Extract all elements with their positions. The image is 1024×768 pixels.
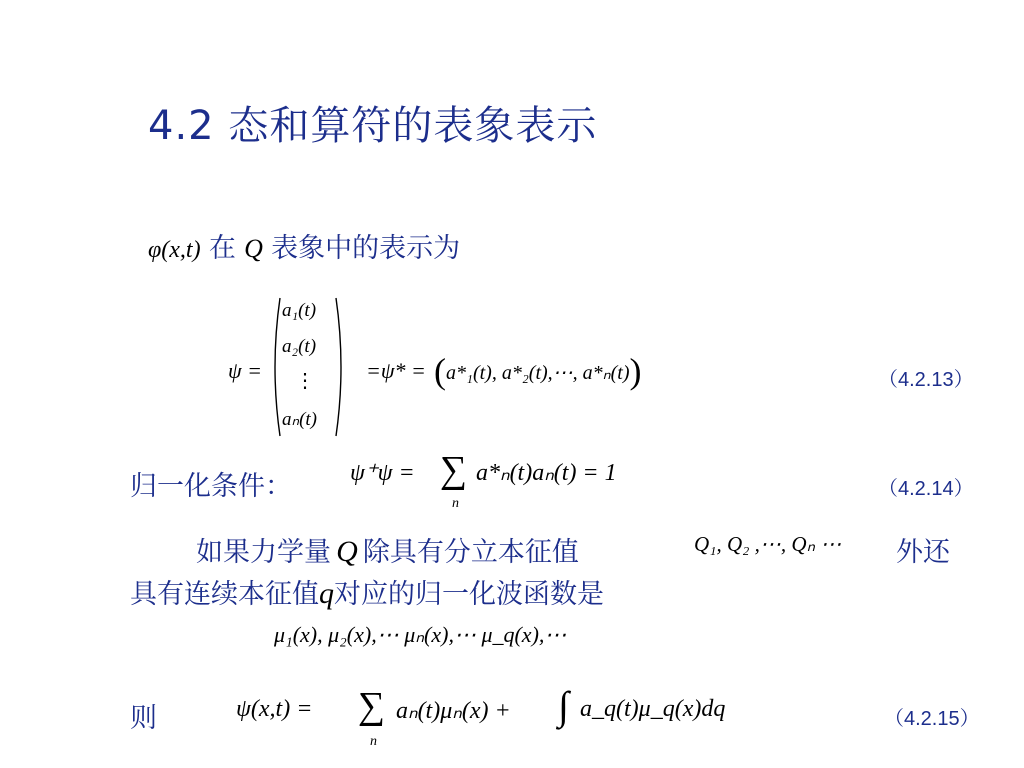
eq15-integral-symbol: ∫ <box>558 683 569 728</box>
eq13-column-vector <box>268 292 348 442</box>
eq14-sum-index: n <box>452 496 459 511</box>
intro-q: Q <box>244 234 263 263</box>
eq15-sum-symbol: ∑ <box>358 685 386 727</box>
eq15-label: 则 <box>130 703 157 734</box>
eq15-sum-index: n <box>370 734 377 749</box>
eigenfunctions: μ₁(x), μ₂(x),⋯ μₙ(x),⋯ μ_q(x),⋯ <box>274 622 567 647</box>
eq13-lhs: ψ = <box>228 358 263 383</box>
eq15-lhs: ψ(x,t) = <box>236 696 313 722</box>
eq13-entry-dots: ⋮ <box>295 370 315 392</box>
eq15-rhs: a_q(t)μ_q(x)dq <box>580 696 726 722</box>
eq13-close-paren: ) <box>629 351 642 391</box>
para-line-1 <box>196 530 579 569</box>
eq13-row-vector <box>434 350 642 392</box>
eq13-open-paren: ( <box>434 351 446 391</box>
para-text-1c: 外还 <box>896 537 950 568</box>
para-eigenvalues: Q₁, Q₂ ,⋯, Qₙ ⋯ <box>694 532 842 556</box>
para-q: q <box>319 577 334 610</box>
eq14-lhs: ψ⁺ψ = <box>350 460 415 486</box>
eq15-mid: aₙ(t)μₙ(x) + <box>396 698 511 724</box>
eq15-number: （4.2.15） <box>884 708 980 730</box>
intro-text-1: 在 <box>208 233 236 264</box>
eq14-sum-symbol: ∑ <box>440 449 468 491</box>
intro-line <box>148 226 460 265</box>
para-text-2a: 具有连续本征值 <box>130 579 319 610</box>
para-Q: Q <box>336 535 358 568</box>
intro-text-2: 表象中的表示为 <box>271 233 461 264</box>
eq14-number: （4.2.14） <box>878 478 974 500</box>
para-text-1b: 除具有分立本征值 <box>362 537 579 568</box>
para-text-2b: 对应的归一化波函数是 <box>334 579 604 610</box>
eq14-rhs: a*ₙ(t)aₙ(t) = 1 <box>476 460 617 486</box>
eq13-entry-2: a₂(t) <box>282 336 317 357</box>
eq13-rhs-prefix: =ψ* = <box>366 358 426 383</box>
eq14-label: 归一化条件： <box>130 471 292 502</box>
page-title: 4.2 态和算符的表象表示 <box>148 103 598 149</box>
para-text-1a: 如果力学量 <box>196 537 331 568</box>
phi-symbol: φ(x,t) <box>148 237 201 263</box>
eq13-number: （4.2.13） <box>878 369 974 391</box>
para-line-2 <box>130 572 604 611</box>
eq13-entry-n: aₙ(t) <box>282 409 318 430</box>
eq13-row-entries: a*₁(t), a*₂(t),⋯, a*ₙ(t) <box>446 362 630 384</box>
eq13-entry-1: a₁(t) <box>282 300 317 321</box>
